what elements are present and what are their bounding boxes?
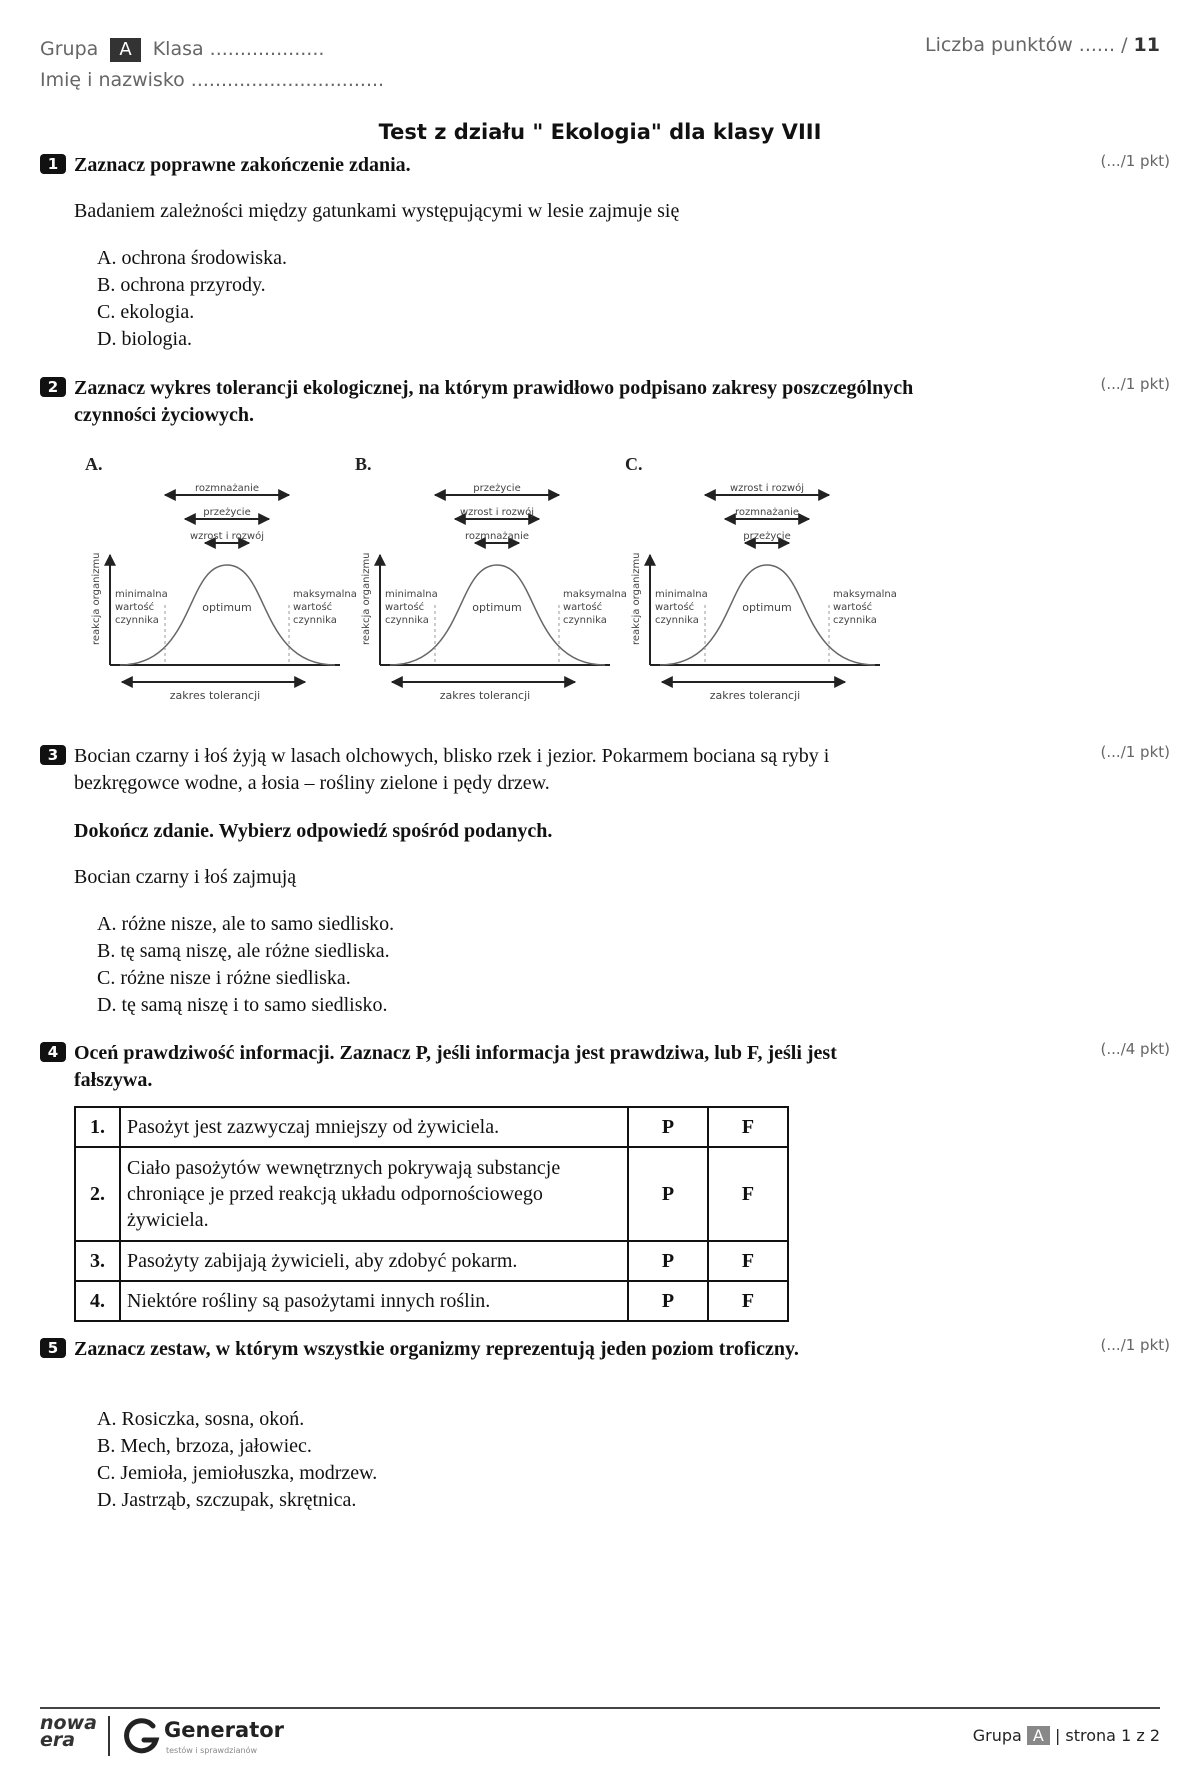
graph-letter: B. bbox=[355, 455, 372, 474]
row-number: 1. bbox=[75, 1107, 120, 1147]
min-value-label: czynnika bbox=[115, 615, 159, 626]
task-number-badge: 2 bbox=[40, 377, 66, 397]
max-value-label: maksymalna bbox=[833, 589, 897, 600]
task-5-text: Zaznacz zestaw, w którym wszystkie organizmy reprezentują jeden poziom troficzny. bbox=[74, 1338, 799, 1360]
task-4 bbox=[40, 1040, 1170, 1340]
false-option[interactable]: F bbox=[708, 1107, 788, 1147]
row-number: 2. bbox=[75, 1147, 120, 1241]
header-info bbox=[40, 34, 384, 96]
range-label: przeżycie bbox=[203, 507, 251, 518]
footer-divider bbox=[40, 1707, 1160, 1709]
range-label: rozmnażanie bbox=[734, 507, 800, 518]
points-total: 11 bbox=[1133, 34, 1160, 56]
range-label: wzrost i rozwój bbox=[729, 483, 805, 494]
min-value-label: wartość bbox=[385, 602, 425, 613]
task-3-instruction: Dokończ zdanie. Wybierz odpowiedź spośród podanych. bbox=[74, 820, 553, 842]
min-value-label: minimalna bbox=[385, 589, 438, 600]
task-4-question bbox=[40, 1040, 880, 1091]
false-option[interactable]: F bbox=[708, 1147, 788, 1241]
task-2-text: Zaznacz wykres tolerancji ekologicznej, na którym prawidłowo podpisano zakresy poszczególnych czynności życiowych. bbox=[74, 377, 914, 426]
tolerance-graphs bbox=[85, 455, 905, 705]
statement: Niektóre rośliny są pasożytami innych roślin. bbox=[120, 1281, 628, 1321]
option-b[interactable]: B. tę samą niszę, ale różne siedliska. bbox=[97, 940, 390, 962]
max-value-label: maksymalna bbox=[563, 589, 627, 600]
option-d[interactable]: D. biologia. bbox=[97, 328, 192, 350]
true-option[interactable]: P bbox=[628, 1241, 708, 1281]
task-5-points: (.../1 pkt) bbox=[1100, 1336, 1170, 1354]
min-value-label: minimalna bbox=[655, 589, 708, 600]
row-number: 3. bbox=[75, 1241, 120, 1281]
option-b[interactable]: B. Mech, brzoza, jałowiec. bbox=[97, 1435, 312, 1457]
true-option[interactable]: P bbox=[628, 1107, 708, 1147]
false-option[interactable]: F bbox=[708, 1241, 788, 1281]
generator-subtitle: testów i sprawdzianów bbox=[166, 1746, 257, 1755]
tolerance-graphs-svg bbox=[85, 455, 905, 705]
task-1-stem: Badaniem zależności między gatunkami występującymi w lesie zajmuje się bbox=[74, 200, 680, 222]
points-summary bbox=[925, 34, 1160, 56]
nowa-era-logo bbox=[40, 1712, 97, 1751]
graph-letter: A. bbox=[85, 455, 103, 474]
task-2 bbox=[40, 375, 1170, 705]
range-label: przeżycie bbox=[473, 483, 521, 494]
name-label: Imię i nazwisko ................................ bbox=[40, 69, 385, 91]
table-row bbox=[75, 1107, 788, 1147]
max-value-label: maksymalna bbox=[293, 589, 357, 600]
option-a[interactable]: A. różne nisze, ale to samo siedlisko. bbox=[97, 913, 395, 935]
task-1 bbox=[40, 152, 1170, 352]
task-number-badge: 3 bbox=[40, 745, 66, 765]
option-b[interactable]: B. ochrona przyrody. bbox=[97, 274, 266, 296]
class-label: Klasa ................... bbox=[152, 38, 325, 60]
group-label: Grupa bbox=[40, 38, 99, 60]
task-number-badge: 1 bbox=[40, 154, 66, 174]
task-3-stem: Bocian czarny i łoś zajmują bbox=[74, 866, 297, 888]
task-1-question bbox=[40, 152, 880, 179]
option-c[interactable]: C. różne nisze i różne siedliska. bbox=[97, 967, 351, 989]
table-row bbox=[75, 1147, 788, 1241]
task-4-points: (.../4 pkt) bbox=[1100, 1040, 1170, 1058]
generator-logo bbox=[122, 1716, 285, 1761]
table-row bbox=[75, 1281, 788, 1321]
max-value-label: czynnika bbox=[293, 615, 337, 626]
logo-era-text: era bbox=[40, 1729, 76, 1751]
generator-name: Generator bbox=[164, 1718, 285, 1742]
group-line bbox=[40, 34, 384, 65]
range-label: rozmnażanie bbox=[194, 483, 260, 494]
tolerance-graph-2 bbox=[355, 455, 627, 702]
table-row bbox=[75, 1241, 788, 1281]
generator-g-icon bbox=[122, 1716, 162, 1756]
range-label: rozmnażanie bbox=[464, 531, 530, 542]
option-d[interactable]: D. tę samą niszę i to samo siedlisko. bbox=[97, 994, 388, 1016]
optimum-label: optimum bbox=[202, 601, 252, 614]
max-value-label: czynnika bbox=[563, 615, 607, 626]
logo-nowa-text: nowa bbox=[40, 1712, 97, 1734]
min-value-label: czynnika bbox=[385, 615, 429, 626]
task-3-intro bbox=[40, 743, 880, 794]
task-5-question bbox=[40, 1336, 880, 1363]
option-d[interactable]: D. Jastrząb, szczupak, skrętnica. bbox=[97, 1489, 357, 1511]
y-axis-label: reakcja organizmu bbox=[361, 552, 372, 645]
task-4-text: Oceń prawdziwość informacji. Zaznacz P, jeśli informacja jest prawdziwa, lub F, jeśli jest fałszywa. bbox=[74, 1042, 837, 1091]
task-2-points: (.../1 pkt) bbox=[1100, 375, 1170, 393]
y-axis-label: reakcja organizmu bbox=[631, 552, 642, 645]
range-label: wzrost i rozwój bbox=[189, 531, 265, 542]
tolerance-range-label: zakres tolerancji bbox=[439, 689, 531, 702]
range-label: przeżycie bbox=[743, 531, 791, 542]
task-5-options bbox=[97, 1406, 377, 1514]
tolerance-range-label: zakres tolerancji bbox=[709, 689, 801, 702]
max-value-label: wartość bbox=[563, 602, 603, 613]
task-2-question bbox=[40, 375, 914, 426]
statement: Pasożyt jest zazwyczaj mniejszy od żywiciela. bbox=[120, 1107, 628, 1147]
max-value-label: czynnika bbox=[833, 615, 877, 626]
option-c[interactable]: C. ekologia. bbox=[97, 301, 195, 323]
points-label: Liczba punktów ...... / bbox=[924, 34, 1128, 56]
task-number-badge: 5 bbox=[40, 1338, 66, 1358]
task-3-intro-text: Bocian czarny i łoś żyją w lasach olchowych, blisko rzek i jezior. Pokarmem bociana są ryby i bezkręgowce wodne, a łosia – rośliny zielone i pędy drzew. bbox=[74, 745, 830, 794]
statement: Pasożyty zabijają żywicieli, aby zdobyć pokarm. bbox=[120, 1241, 628, 1281]
graph-letter: C. bbox=[625, 455, 643, 474]
statement: Ciało pasożytów wewnętrznych pokrywają substancje chroniące je przed reakcją układu odpornościowego żywiciela. bbox=[120, 1147, 628, 1241]
task-3 bbox=[40, 743, 1170, 1023]
max-value-label: wartość bbox=[833, 602, 873, 613]
true-option[interactable]: P bbox=[628, 1281, 708, 1321]
tolerance-graph-3 bbox=[625, 455, 897, 702]
task-3-options bbox=[97, 911, 394, 1019]
footer-group-label: Grupa bbox=[972, 1726, 1022, 1745]
task-1-points: (.../1 pkt) bbox=[1100, 152, 1170, 170]
row-number: 4. bbox=[75, 1281, 120, 1321]
optimum-label: optimum bbox=[472, 601, 522, 614]
page-number: | strona 1 z 2 bbox=[1054, 1726, 1160, 1745]
optimum-label: optimum bbox=[742, 601, 792, 614]
true-option[interactable]: P bbox=[628, 1147, 708, 1241]
task-1-text: Zaznacz poprawne zakończenie zdania. bbox=[74, 154, 411, 176]
task-3-points: (.../1 pkt) bbox=[1100, 743, 1170, 761]
range-label: wzrost i rozwój bbox=[459, 507, 535, 518]
task-1-options bbox=[97, 245, 287, 353]
option-c[interactable]: C. Jemioła, jemiołuszka, modrzew. bbox=[97, 1462, 378, 1484]
option-a[interactable]: A. ochrona środowiska. bbox=[97, 247, 287, 269]
task-number-badge: 4 bbox=[40, 1042, 66, 1062]
group-badge: A bbox=[110, 38, 140, 62]
tolerance-graph-1 bbox=[85, 455, 357, 702]
min-value-label: minimalna bbox=[115, 589, 168, 600]
page-indicator bbox=[973, 1726, 1160, 1745]
option-a[interactable]: A. Rosiczka, sosna, okoń. bbox=[97, 1408, 305, 1430]
min-value-label: czynnika bbox=[655, 615, 699, 626]
min-value-label: wartość bbox=[115, 602, 155, 613]
task-5 bbox=[40, 1336, 1170, 1526]
tolerance-range-label: zakres tolerancji bbox=[169, 689, 261, 702]
max-value-label: wartość bbox=[293, 602, 333, 613]
logo-separator bbox=[108, 1716, 110, 1756]
page-title: Test z działu " Ekologia" dla klasy VIII bbox=[378, 120, 822, 144]
false-option[interactable]: F bbox=[708, 1281, 788, 1321]
y-axis-label: reakcja organizmu bbox=[91, 552, 102, 645]
footer-group-badge: A bbox=[1027, 1726, 1050, 1745]
true-false-table bbox=[74, 1106, 789, 1322]
min-value-label: wartość bbox=[655, 602, 695, 613]
